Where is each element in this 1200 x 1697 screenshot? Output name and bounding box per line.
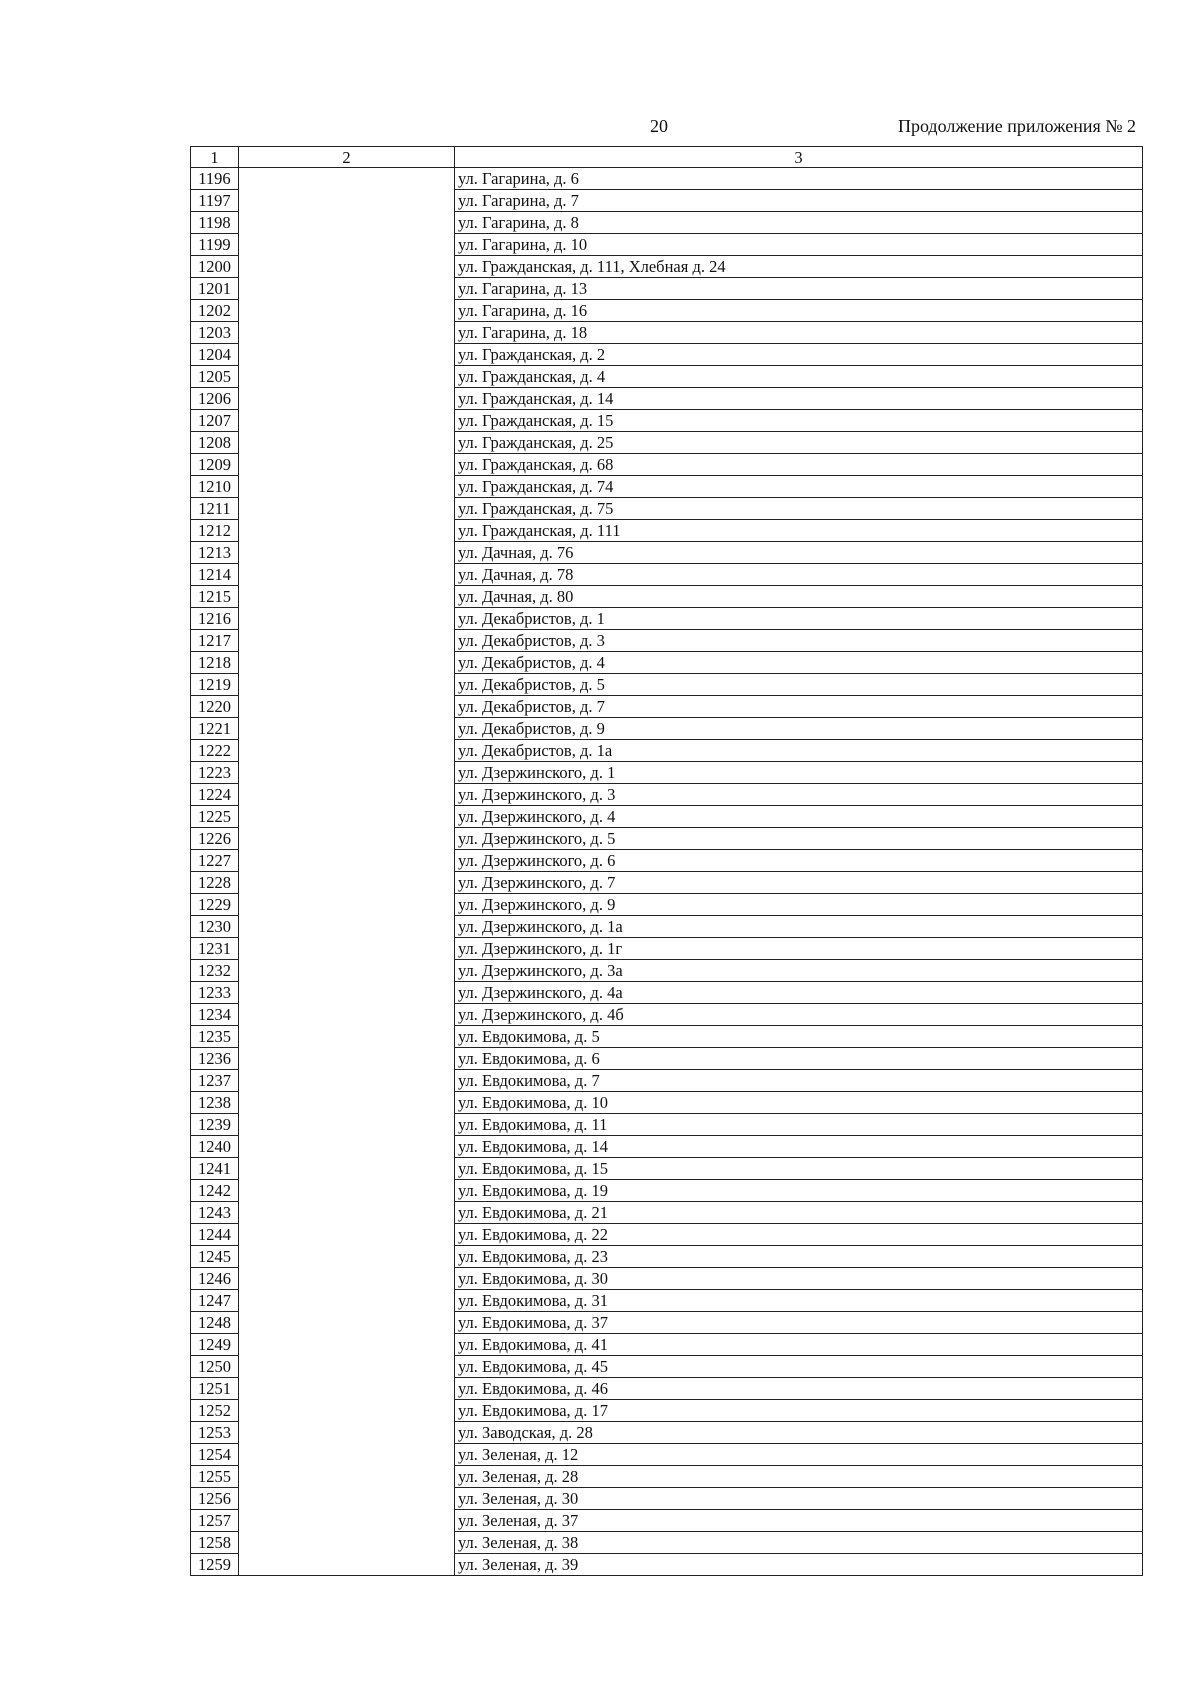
row-column-2 (239, 1532, 455, 1554)
row-number: 1239 (191, 1114, 239, 1136)
table-row (191, 982, 1143, 1004)
row-address: ул. Гагарина, д. 16 (455, 300, 1143, 322)
table-row (191, 1510, 1143, 1532)
row-number: 1256 (191, 1488, 239, 1510)
row-number: 1214 (191, 564, 239, 586)
row-address: ул. Гражданская, д. 74 (455, 476, 1143, 498)
row-number: 1258 (191, 1532, 239, 1554)
row-column-2 (239, 212, 455, 234)
row-address: ул. Евдокимова, д. 7 (455, 1070, 1143, 1092)
row-column-2 (239, 960, 455, 982)
row-column-2 (239, 1070, 455, 1092)
row-number: 1206 (191, 388, 239, 410)
row-address: ул. Заводская, д. 28 (455, 1422, 1143, 1444)
table-row (191, 1400, 1143, 1422)
row-column-2 (239, 1004, 455, 1026)
row-number: 1240 (191, 1136, 239, 1158)
row-address: ул. Евдокимова, д. 15 (455, 1158, 1143, 1180)
row-address: ул. Дзержинского, д. 4 (455, 806, 1143, 828)
row-column-2 (239, 1224, 455, 1246)
table-row (191, 1356, 1143, 1378)
row-address: ул. Дачная, д. 78 (455, 564, 1143, 586)
row-address: ул. Зеленая, д. 38 (455, 1532, 1143, 1554)
row-address: ул. Гагарина, д. 7 (455, 190, 1143, 212)
table-row (191, 1334, 1143, 1356)
row-number: 1254 (191, 1444, 239, 1466)
table-row (191, 520, 1143, 542)
row-column-2 (239, 586, 455, 608)
row-column-2 (239, 916, 455, 938)
table-row (191, 300, 1143, 322)
row-address: ул. Зеленая, д. 37 (455, 1510, 1143, 1532)
row-address: ул. Гражданская, д. 4 (455, 366, 1143, 388)
row-number: 1207 (191, 410, 239, 432)
row-address: ул. Гагарина, д. 13 (455, 278, 1143, 300)
table-row (191, 938, 1143, 960)
column-header-3: 3 (455, 147, 1143, 168)
row-column-2 (239, 784, 455, 806)
row-column-2 (239, 520, 455, 542)
row-address: ул. Гражданская, д. 2 (455, 344, 1143, 366)
row-column-2 (239, 498, 455, 520)
row-address: ул. Гражданская, д. 25 (455, 432, 1143, 454)
table-row (191, 278, 1143, 300)
table-row (191, 190, 1143, 212)
row-number: 1234 (191, 1004, 239, 1026)
row-column-2 (239, 278, 455, 300)
row-number: 1251 (191, 1378, 239, 1400)
row-address: ул. Евдокимова, д. 45 (455, 1356, 1143, 1378)
column-header-1: 1 (191, 147, 239, 168)
table-row (191, 872, 1143, 894)
row-column-2 (239, 1136, 455, 1158)
row-address: ул. Евдокимова, д. 46 (455, 1378, 1143, 1400)
row-column-2 (239, 894, 455, 916)
table-row (191, 762, 1143, 784)
row-address: ул. Гражданская, д. 14 (455, 388, 1143, 410)
row-address: ул. Дзержинского, д. 9 (455, 894, 1143, 916)
address-table (190, 146, 1143, 1576)
row-column-2 (239, 388, 455, 410)
table-row (191, 322, 1143, 344)
row-column-2 (239, 762, 455, 784)
table-row (191, 410, 1143, 432)
table-row (191, 1268, 1143, 1290)
column-header-2: 2 (239, 147, 455, 168)
row-address: ул. Гагарина, д. 8 (455, 212, 1143, 234)
row-number: 1215 (191, 586, 239, 608)
table-row (191, 828, 1143, 850)
row-number: 1236 (191, 1048, 239, 1070)
row-address: ул. Евдокимова, д. 30 (455, 1268, 1143, 1290)
row-column-2 (239, 1202, 455, 1224)
row-column-2 (239, 1466, 455, 1488)
row-number: 1259 (191, 1554, 239, 1576)
row-address: ул. Декабристов, д. 1 (455, 608, 1143, 630)
row-column-2 (239, 872, 455, 894)
row-column-2 (239, 1444, 455, 1466)
row-column-2 (239, 1312, 455, 1334)
row-column-2 (239, 1114, 455, 1136)
row-address: ул. Гагарина, д. 18 (455, 322, 1143, 344)
row-number: 1203 (191, 322, 239, 344)
row-address: ул. Декабристов, д. 4 (455, 652, 1143, 674)
table-body (191, 168, 1143, 1576)
row-address: ул. Дзержинского, д. 4а (455, 982, 1143, 1004)
table-row (191, 1114, 1143, 1136)
row-column-2 (239, 256, 455, 278)
table-row (191, 542, 1143, 564)
row-number: 1255 (191, 1466, 239, 1488)
row-column-2 (239, 542, 455, 564)
table-row (191, 564, 1143, 586)
page-number: 20 (650, 116, 668, 136)
table-row (191, 740, 1143, 762)
row-number: 1232 (191, 960, 239, 982)
row-number: 1211 (191, 498, 239, 520)
row-number: 1245 (191, 1246, 239, 1268)
row-number: 1213 (191, 542, 239, 564)
row-number: 1202 (191, 300, 239, 322)
row-number: 1200 (191, 256, 239, 278)
row-column-2 (239, 718, 455, 740)
row-column-2 (239, 608, 455, 630)
row-number: 1238 (191, 1092, 239, 1114)
table-row (191, 212, 1143, 234)
table-row (191, 608, 1143, 630)
row-number: 1243 (191, 1202, 239, 1224)
table-row (191, 454, 1143, 476)
row-number: 1228 (191, 872, 239, 894)
table-row (191, 1246, 1143, 1268)
table-row (191, 784, 1143, 806)
row-column-2 (239, 982, 455, 1004)
row-number: 1197 (191, 190, 239, 212)
table-row (191, 696, 1143, 718)
row-number: 1241 (191, 1158, 239, 1180)
table-row (191, 1554, 1143, 1576)
table-row (191, 1004, 1143, 1026)
table-row (191, 1180, 1143, 1202)
row-number: 1227 (191, 850, 239, 872)
row-address: ул. Евдокимова, д. 10 (455, 1092, 1143, 1114)
row-number: 1198 (191, 212, 239, 234)
row-address: ул. Дзержинского, д. 3 (455, 784, 1143, 806)
row-address: ул. Зеленая, д. 39 (455, 1554, 1143, 1576)
row-column-2 (239, 476, 455, 498)
row-column-2 (239, 630, 455, 652)
row-number: 1221 (191, 718, 239, 740)
row-address: ул. Декабристов, д. 5 (455, 674, 1143, 696)
row-column-2 (239, 564, 455, 586)
row-column-2 (239, 1092, 455, 1114)
row-column-2 (239, 1422, 455, 1444)
continuation-note: Продолжение приложения № 2 (897, 116, 1136, 136)
row-number: 1233 (191, 982, 239, 1004)
row-number: 1199 (191, 234, 239, 256)
table-row (191, 1378, 1143, 1400)
row-address: ул. Евдокимова, д. 31 (455, 1290, 1143, 1312)
table-row (191, 960, 1143, 982)
row-address: ул. Гражданская, д. 68 (455, 454, 1143, 476)
row-address: ул. Декабристов, д. 9 (455, 718, 1143, 740)
row-column-2 (239, 1048, 455, 1070)
row-column-2 (239, 850, 455, 872)
row-number: 1216 (191, 608, 239, 630)
row-address: ул. Дзержинского, д. 7 (455, 872, 1143, 894)
table-row (191, 630, 1143, 652)
row-address: ул. Дзержинского, д. 1а (455, 916, 1143, 938)
row-number: 1242 (191, 1180, 239, 1202)
table-header-row (191, 147, 1143, 168)
table-row (191, 1422, 1143, 1444)
row-column-2 (239, 366, 455, 388)
row-number: 1223 (191, 762, 239, 784)
row-number: 1201 (191, 278, 239, 300)
row-address: ул. Дзержинского, д. 6 (455, 850, 1143, 872)
row-column-2 (239, 696, 455, 718)
row-column-2 (239, 1180, 455, 1202)
table-row (191, 1092, 1143, 1114)
row-column-2 (239, 1488, 455, 1510)
table-row (191, 718, 1143, 740)
row-address: ул. Евдокимова, д. 6 (455, 1048, 1143, 1070)
table-row (191, 806, 1143, 828)
row-address: ул. Евдокимова, д. 17 (455, 1400, 1143, 1422)
table-row (191, 1202, 1143, 1224)
row-column-2 (239, 1356, 455, 1378)
row-address: ул. Гражданская, д. 111 (455, 520, 1143, 542)
row-column-2 (239, 674, 455, 696)
row-number: 1222 (191, 740, 239, 762)
table-row (191, 674, 1143, 696)
row-address: ул. Евдокимова, д. 23 (455, 1246, 1143, 1268)
row-number: 1235 (191, 1026, 239, 1048)
table-row (191, 366, 1143, 388)
row-column-2 (239, 938, 455, 960)
row-number: 1246 (191, 1268, 239, 1290)
row-number: 1196 (191, 168, 239, 190)
table-row (191, 476, 1143, 498)
row-address: ул. Зеленая, д. 30 (455, 1488, 1143, 1510)
table-row (191, 1158, 1143, 1180)
row-number: 1226 (191, 828, 239, 850)
row-number: 1224 (191, 784, 239, 806)
row-number: 1218 (191, 652, 239, 674)
table-row (191, 344, 1143, 366)
row-number: 1210 (191, 476, 239, 498)
table-row (191, 894, 1143, 916)
row-number: 1229 (191, 894, 239, 916)
row-column-2 (239, 1554, 455, 1576)
table-row (191, 1312, 1143, 1334)
row-number: 1209 (191, 454, 239, 476)
row-number: 1248 (191, 1312, 239, 1334)
row-number: 1208 (191, 432, 239, 454)
table-row (191, 256, 1143, 278)
table-row (191, 1026, 1143, 1048)
row-address: ул. Евдокимова, д. 41 (455, 1334, 1143, 1356)
row-column-2 (239, 190, 455, 212)
row-column-2 (239, 1158, 455, 1180)
table-row (191, 168, 1143, 190)
row-address: ул. Дачная, д. 76 (455, 542, 1143, 564)
row-number: 1225 (191, 806, 239, 828)
row-address: ул. Дачная, д. 80 (455, 586, 1143, 608)
row-address: ул. Дзержинского, д. 5 (455, 828, 1143, 850)
row-column-2 (239, 300, 455, 322)
row-address: ул. Декабристов, д. 7 (455, 696, 1143, 718)
row-number: 1244 (191, 1224, 239, 1246)
row-address: ул. Евдокимова, д. 21 (455, 1202, 1143, 1224)
row-address: ул. Евдокимова, д. 11 (455, 1114, 1143, 1136)
row-address: ул. Декабристов, д. 1а (455, 740, 1143, 762)
table-row (191, 1444, 1143, 1466)
row-number: 1252 (191, 1400, 239, 1422)
row-column-2 (239, 322, 455, 344)
table-row (191, 850, 1143, 872)
row-column-2 (239, 652, 455, 674)
row-number: 1204 (191, 344, 239, 366)
row-number: 1205 (191, 366, 239, 388)
row-column-2 (239, 344, 455, 366)
row-column-2 (239, 1026, 455, 1048)
row-address: ул. Гагарина, д. 10 (455, 234, 1143, 256)
row-number: 1220 (191, 696, 239, 718)
row-number: 1219 (191, 674, 239, 696)
table-row (191, 1466, 1143, 1488)
table-row (191, 1048, 1143, 1070)
row-column-2 (239, 1400, 455, 1422)
row-number: 1217 (191, 630, 239, 652)
table-row (191, 1488, 1143, 1510)
row-address: ул. Зеленая, д. 28 (455, 1466, 1143, 1488)
table-row (191, 1224, 1143, 1246)
row-number: 1253 (191, 1422, 239, 1444)
row-address: ул. Гражданская, д. 15 (455, 410, 1143, 432)
row-column-2 (239, 454, 455, 476)
table-row (191, 1136, 1143, 1158)
row-number: 1231 (191, 938, 239, 960)
row-number: 1257 (191, 1510, 239, 1532)
table-row (191, 1290, 1143, 1312)
row-column-2 (239, 432, 455, 454)
row-address: ул. Зеленая, д. 12 (455, 1444, 1143, 1466)
row-column-2 (239, 1510, 455, 1532)
row-address: ул. Евдокимова, д. 22 (455, 1224, 1143, 1246)
row-column-2 (239, 1246, 455, 1268)
table-row (191, 388, 1143, 410)
row-address: ул. Гражданская, д. 111, Хлебная д. 24 (455, 256, 1143, 278)
table-row (191, 916, 1143, 938)
row-address: ул. Дзержинского, д. 1 (455, 762, 1143, 784)
table-row (191, 586, 1143, 608)
row-column-2 (239, 234, 455, 256)
row-column-2 (239, 1334, 455, 1356)
row-number: 1250 (191, 1356, 239, 1378)
table-row (191, 1532, 1143, 1554)
row-address: ул. Евдокимова, д. 5 (455, 1026, 1143, 1048)
row-column-2 (239, 740, 455, 762)
row-column-2 (239, 828, 455, 850)
row-number: 1249 (191, 1334, 239, 1356)
row-number: 1230 (191, 916, 239, 938)
row-address: ул. Евдокимова, д. 19 (455, 1180, 1143, 1202)
row-address: ул. Дзержинского, д. 1г (455, 938, 1143, 960)
row-number: 1247 (191, 1290, 239, 1312)
row-number: 1237 (191, 1070, 239, 1092)
table-row (191, 498, 1143, 520)
table-row (191, 432, 1143, 454)
table-row (191, 234, 1143, 256)
row-column-2 (239, 1290, 455, 1312)
row-column-2 (239, 168, 455, 190)
row-column-2 (239, 806, 455, 828)
row-address: ул. Дзержинского, д. 4б (455, 1004, 1143, 1026)
row-column-2 (239, 410, 455, 432)
row-address: ул. Гагарина, д. 6 (455, 168, 1143, 190)
row-number: 1212 (191, 520, 239, 542)
row-column-2 (239, 1378, 455, 1400)
row-address: ул. Евдокимова, д. 14 (455, 1136, 1143, 1158)
row-address: ул. Гражданская, д. 75 (455, 498, 1143, 520)
row-column-2 (239, 1268, 455, 1290)
row-address: ул. Евдокимова, д. 37 (455, 1312, 1143, 1334)
row-address: ул. Дзержинского, д. 3а (455, 960, 1143, 982)
table-row (191, 1070, 1143, 1092)
row-address: ул. Декабристов, д. 3 (455, 630, 1143, 652)
table-row (191, 652, 1143, 674)
